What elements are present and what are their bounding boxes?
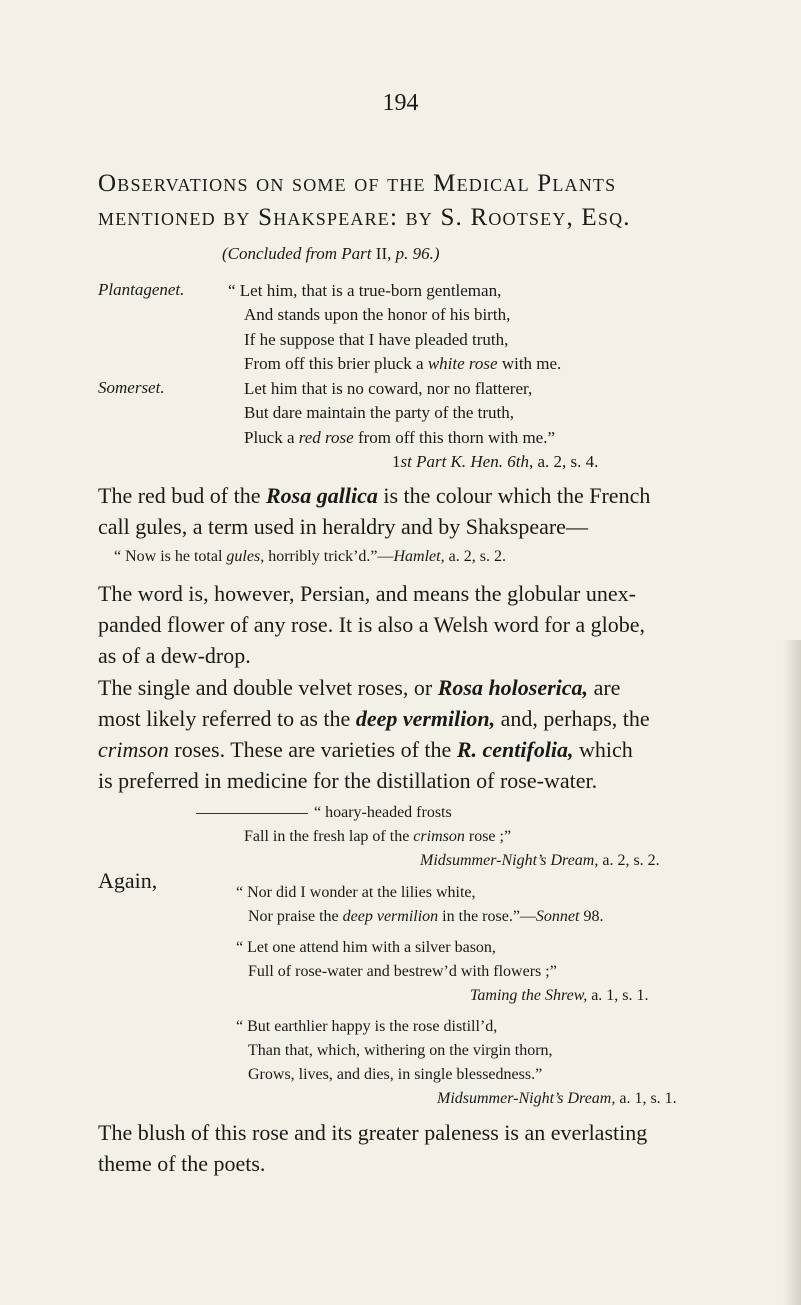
concluded-note: (Concluded from Part II, p. 96.) — [222, 244, 440, 263]
paragraph-line: most likely referred to as the deep vermilion, and, perhaps, the — [98, 706, 650, 731]
quote-line: Full of rose-water and bestrew’d with flowers ;” — [248, 963, 557, 980]
quote-line: Grows, lives, and dies, in single blessedness.” — [248, 1066, 543, 1083]
paragraph-line: The word is, however, Persian, and means the globular unex- — [98, 581, 636, 606]
article-title-line2: mentioned by Shakspeare: by S. Rootsey, Esq. — [98, 204, 631, 231]
quote-line: “ Let one attend him with a silver bason, — [236, 939, 496, 956]
quote-line: “ But earthlier happy is the rose distill’d, — [236, 1018, 498, 1035]
speaker-plantagenet: Plantagenet. — [98, 280, 185, 299]
quote-line: Nor praise the deep vermilion in the rose.”—Sonnet 98. — [248, 908, 604, 925]
verse-line: If he suppose that I have pleaded truth, — [244, 330, 509, 349]
citation: Midsummer-Night’s Dream, a. 1, s. 1. — [437, 1090, 677, 1107]
paragraph-line: crimson roses. These are varieties of the R. centifolia, which — [98, 737, 633, 762]
verse-line: Pluck a red rose from off this thorn with me.” — [244, 428, 556, 447]
verse-line: But dare maintain the party of the truth, — [244, 403, 515, 422]
speaker-somerset: Somerset. — [98, 378, 165, 397]
paragraph-line: The single and double velvet roses, or Rosa holoserica, are — [98, 675, 621, 700]
citation: 1st Part K. Hen. 6th, a. 2, s. 4. — [392, 452, 599, 471]
quote-line: “ hoary-headed frosts — [196, 804, 452, 822]
verse-line: And stands upon the honor of his birth, — [244, 305, 511, 324]
quote-line: “ Now is he total gules, horribly trick’d.”—Hamlet, a. 2, s. 2. — [114, 548, 506, 565]
paragraph-line: is preferred in medicine for the distillation of rose-water. — [98, 768, 598, 793]
quote-line: Than that, which, withering on the virgin thorn, — [248, 1042, 553, 1059]
verse-line: From off this brier pluck a white rose with me. — [244, 354, 562, 373]
page-edge-shadow — [783, 640, 801, 1305]
verse-line: “ Let him, that is a true-born gentleman, — [228, 281, 502, 300]
page-number: 194 — [382, 90, 419, 116]
paragraph-line: as of a dew-drop. — [98, 643, 251, 668]
paragraph-line: call gules, a term used in heraldry and by Shakspeare— — [98, 514, 588, 539]
paragraph-line: The red bud of the Rosa gallica is the colour which the French — [98, 483, 651, 508]
paragraph-line: theme of the poets. — [98, 1151, 266, 1176]
citation: Midsummer-Night’s Dream, a. 2, s. 2. — [420, 852, 660, 869]
quote-line: Fall in the fresh lap of the crimson rose ;” — [244, 828, 512, 845]
quote-line: “ Nor did I wonder at the lilies white, — [236, 884, 476, 901]
verse-line: Let him that is no coward, nor no flatterer, — [244, 379, 533, 398]
article-title-line1: Observations on some of the Medical Plants — [98, 170, 617, 197]
paragraph-line: The blush of this rose and its greater paleness is an everlasting — [98, 1120, 648, 1145]
again-label: Again, — [98, 868, 158, 893]
paragraph-line: panded flower of any rose. It is also a Welsh word for a globe, — [98, 612, 646, 637]
citation: Taming the Shrew, a. 1, s. 1. — [470, 987, 649, 1004]
dash-rule — [196, 813, 308, 814]
